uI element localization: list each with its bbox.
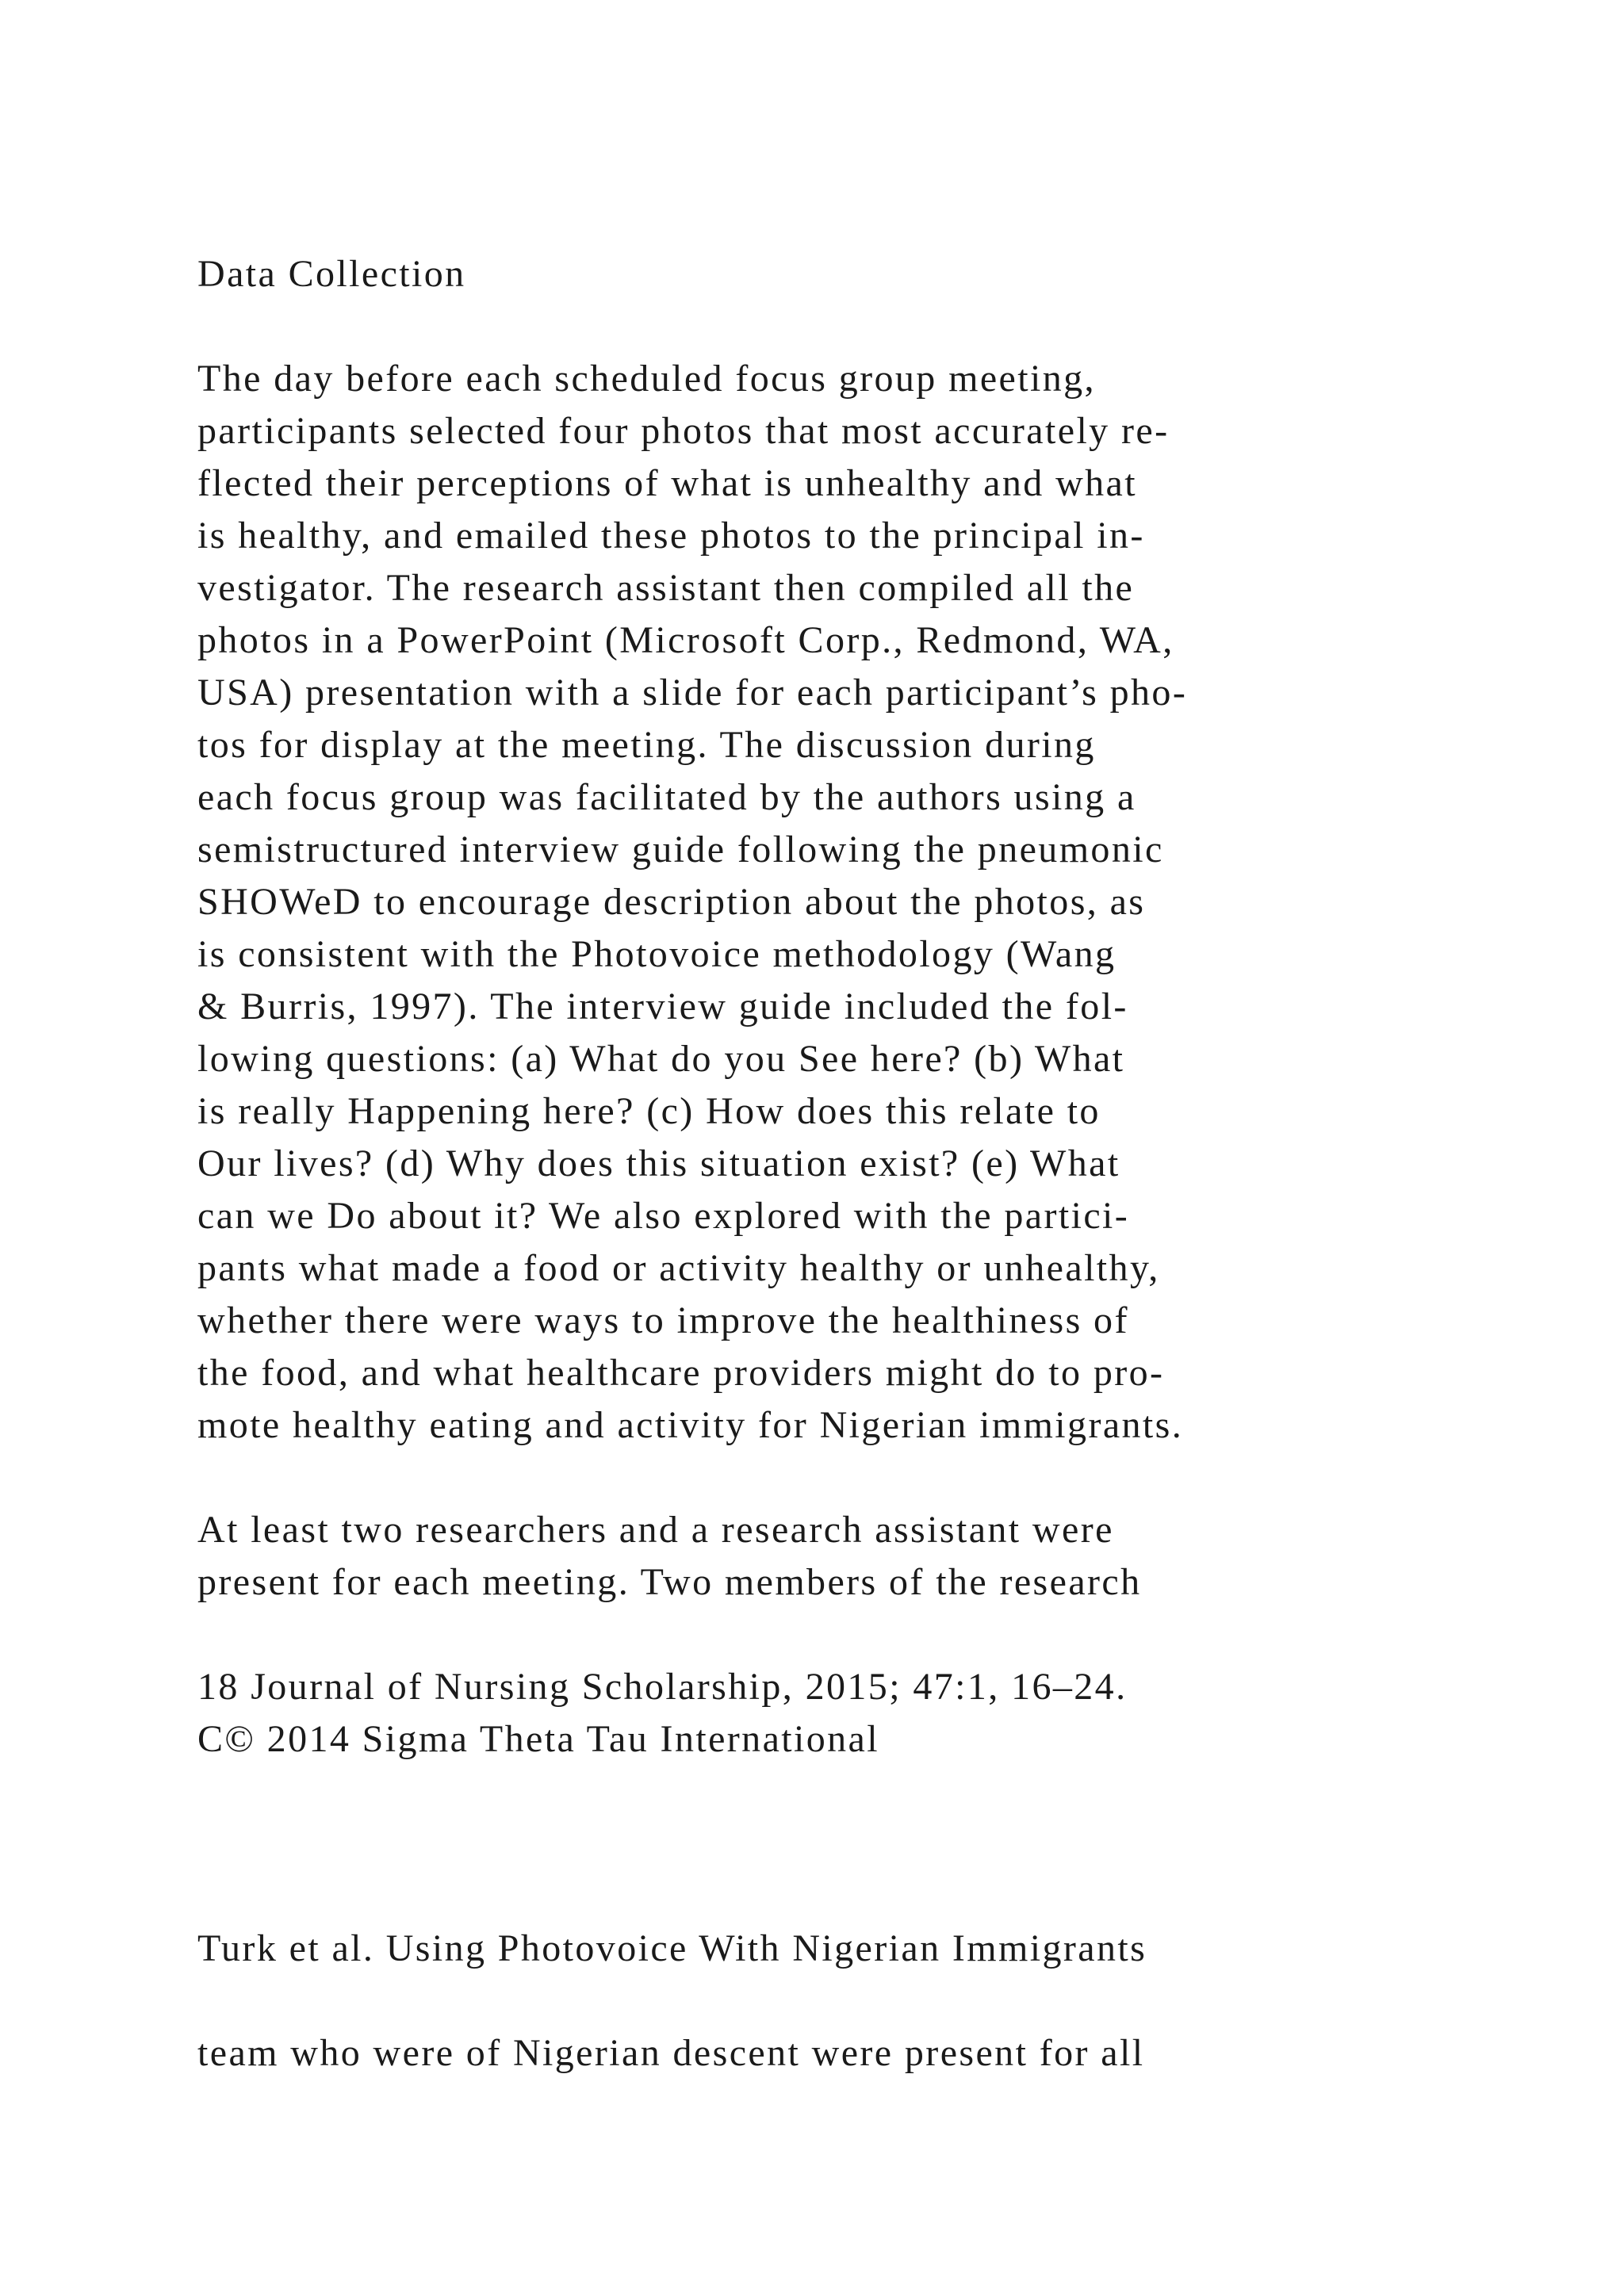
text-line: tos for display at the meeting. The discussion during bbox=[197, 724, 1096, 766]
text-line: mote healthy eating and activity for Nigerian immigrants. bbox=[197, 1404, 1184, 1446]
text-line: USA) presentation with a slide for each participant’s pho- bbox=[197, 672, 1188, 714]
text-line: is healthy, and emailed these photos to the principal in- bbox=[197, 515, 1145, 557]
running-head: Turk et al. Using Photovoice With Nigerian Immigrants bbox=[197, 1927, 1147, 1969]
text-line: each focus group was facilitated by the authors using a bbox=[197, 776, 1136, 818]
text-line: The day before each scheduled focus group meeting, bbox=[197, 358, 1096, 400]
text-line: the food, and what healthcare providers might do to pro- bbox=[197, 1352, 1165, 1394]
text-line: photos in a PowerPoint (Microsoft Corp., Redmond, WA, bbox=[197, 619, 1174, 661]
text-line: semistructured interview guide following the pneumonic bbox=[197, 828, 1164, 871]
text-line: present for each meeting. Two members of the research bbox=[197, 1561, 1142, 1603]
text-line: is really Happening here? (c) How does this relate to bbox=[197, 1090, 1101, 1132]
text-line: vestigator. The research assistant then compiled all the bbox=[197, 567, 1135, 609]
text-line: At least two researchers and a research assistant were bbox=[197, 1509, 1114, 1551]
text-line: participants selected four photos that most accurately re- bbox=[197, 410, 1170, 452]
footer-copyright: C© 2014 Sigma Theta Tau International bbox=[197, 1718, 879, 1760]
text-line: can we Do about it? We also explored with the partici- bbox=[197, 1195, 1130, 1237]
text-line: is consistent with the Photovoice methodology (Wang bbox=[197, 933, 1116, 975]
text-line: flected their perceptions of what is unhealthy and what bbox=[197, 462, 1137, 504]
footer-citation: 18 Journal of Nursing Scholarship, 2015; 47:1, 16–24. bbox=[197, 1666, 1128, 1708]
text-line: & Burris, 1997). The interview guide included the fol- bbox=[197, 985, 1128, 1027]
text-line: lowing questions: (a) What do you See here? (b) What bbox=[197, 1038, 1125, 1080]
text-line: SHOWeD to encourage description about the photos, as bbox=[197, 881, 1146, 923]
section-heading: Data Collection bbox=[197, 253, 466, 295]
text-line: pants what made a food or activity healthy or unhealthy, bbox=[197, 1247, 1160, 1289]
continuation-line: team who were of Nigerian descent were present for all bbox=[197, 2032, 1145, 2074]
text-line: whether there were ways to improve the healthiness of bbox=[197, 1299, 1129, 1341]
text-line: Our lives? (d) Why does this situation exist? (e) What bbox=[197, 1142, 1120, 1184]
